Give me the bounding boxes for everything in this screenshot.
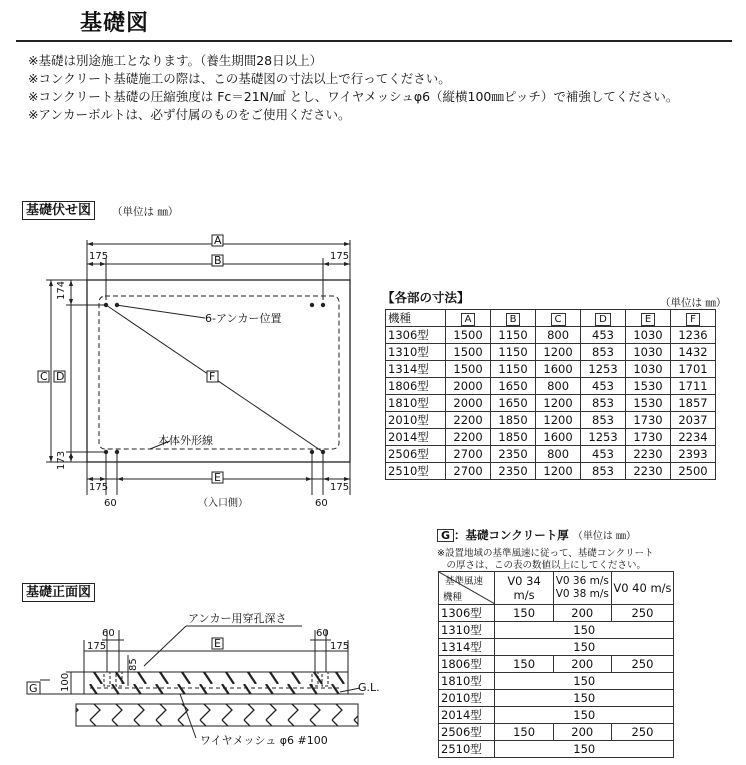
dims-value-cell: 2500: [671, 463, 716, 480]
label-e: E: [214, 471, 221, 484]
dims-value-cell: 453: [581, 446, 626, 463]
dims-value-cell: 1030: [626, 327, 671, 344]
dims-value-cell: 1030: [626, 361, 671, 378]
front-dim-85: 85: [128, 658, 139, 671]
dims-value-cell: 1600: [536, 361, 581, 378]
dims-value-cell: 2350: [491, 463, 536, 480]
label-f: F: [209, 370, 216, 383]
dims-value-cell: 1530: [626, 395, 671, 412]
dims-value-cell: 1500: [446, 327, 491, 344]
g-value-cell: 150: [495, 605, 553, 622]
note-4: ※アンカーボルトは、必ず付属のものをご使用ください。: [28, 107, 351, 122]
dims-value-cell: 1850: [491, 412, 536, 429]
dims-value-cell: 2000: [446, 378, 491, 395]
dims-value-cell: 2200: [446, 412, 491, 429]
dims-value-cell: 1236: [671, 327, 716, 344]
g-model-cell: 1810型: [439, 673, 495, 690]
dims-value-cell: 1650: [491, 395, 536, 412]
dims-value-cell: 800: [536, 378, 581, 395]
g-value-cell: 150: [495, 673, 674, 690]
dims-value-cell: 1711: [671, 378, 716, 395]
g-note-2: の厚さは、この表の数値以上にしてください。: [437, 560, 647, 571]
dims-value-cell: 1200: [536, 395, 581, 412]
g-value-cell: 250: [611, 656, 673, 673]
dims-header-a: A: [461, 313, 476, 326]
dims-table-title: 【各部の寸法】: [382, 290, 470, 305]
dims-value-cell: 1200: [536, 412, 581, 429]
dims-table-unit: （単位は ㎜）: [660, 297, 727, 309]
note-1: ※基礎は別途施工となります。（養生期間28日以上）: [28, 53, 323, 68]
dims-header-e: E: [641, 313, 655, 326]
entrance-label: （入口側）: [198, 498, 248, 509]
dims-value-cell: 2200: [446, 429, 491, 446]
dims-value-cell: 1200: [536, 463, 581, 480]
plan-title: 基礎伏せ図: [22, 201, 95, 220]
dims-model-cell: 1314型: [386, 361, 446, 378]
dims-value-cell: 2700: [446, 446, 491, 463]
dims-value-cell: 853: [581, 412, 626, 429]
note-2: ※コンクリート基礎施工の際は、この基礎図の寸法以上で行ってください。: [28, 71, 451, 86]
anchor-position-label: 6-アンカー位置: [205, 312, 282, 325]
g-model-cell: 1806型: [439, 656, 495, 673]
label-d: D: [56, 370, 65, 383]
dims-value-cell: 1500: [446, 344, 491, 361]
g-model-cell: 1310型: [439, 622, 495, 639]
front-dim-60-right: 60: [316, 628, 329, 639]
dims-value-cell: 800: [536, 446, 581, 463]
front-label-e: E: [214, 637, 221, 650]
dims-value-cell: 1730: [626, 429, 671, 446]
dims-value-cell: 2393: [671, 446, 716, 463]
dims-value-cell: 453: [581, 327, 626, 344]
dims-value-cell: 1200: [536, 344, 581, 361]
g-model-cell: 1306型: [439, 605, 495, 622]
g-value-cell: 150: [495, 724, 553, 741]
dims-value-cell: 853: [581, 344, 626, 361]
label-a: A: [214, 234, 222, 247]
dim-175-right: 175: [330, 251, 350, 262]
dims-value-cell: 1150: [491, 344, 536, 361]
gl-label: G.L.: [358, 681, 380, 694]
front-dim-175-left: 175: [87, 641, 107, 652]
dim-175-bottom-left: 175: [89, 482, 109, 493]
dim-60-right: 60: [315, 498, 328, 509]
note-3: ※コンクリート基礎の圧縮強度は Fc＝21N/㎟ とし、ワイヤメッシュφ6（縦横100㎜ピッチ）で補強してください。: [28, 89, 679, 104]
dims-value-cell: 1500: [446, 361, 491, 378]
g-model-cell: 1314型: [439, 639, 495, 656]
label-c: C: [40, 370, 48, 383]
front-dim-60-left: 60: [102, 628, 115, 639]
dims-value-cell: 853: [581, 395, 626, 412]
dims-value-cell: 2700: [446, 463, 491, 480]
dims-header-f: F: [686, 313, 700, 326]
dims-model-cell: 2010型: [386, 412, 446, 429]
g-col-36: V0 36 m/s: [555, 575, 609, 587]
dims-value-cell: 2234: [671, 429, 716, 446]
dims-model-cell: 2510型: [386, 463, 446, 480]
g-note-1: ※設置地域の基準風速に従って、基礎コンクリート: [437, 548, 654, 559]
dims-value-cell: 853: [581, 463, 626, 480]
dim-175-left: 175: [89, 251, 109, 262]
dims-model-cell: 1310型: [386, 344, 446, 361]
dims-value-cell: 1850: [491, 429, 536, 446]
g-model-cell: 2510型: [439, 741, 495, 758]
dim-175-bottom-right: 175: [330, 482, 350, 493]
dims-value-cell: 1253: [581, 361, 626, 378]
g-value-cell: 200: [553, 724, 611, 741]
dims-header-c: C: [551, 313, 566, 326]
dims-model-cell: 1806型: [386, 378, 446, 395]
dims-value-cell: 1701: [671, 361, 716, 378]
dims-value-cell: 1150: [491, 327, 536, 344]
dims-value-cell: 1432: [671, 344, 716, 361]
front-label-g: G: [29, 682, 38, 695]
dims-value-cell: 1530: [626, 378, 671, 395]
dims-header-model: 機種: [386, 310, 446, 327]
g-header-model: 機種: [443, 592, 463, 603]
dims-value-cell: 453: [581, 378, 626, 395]
page-title: 基礎図: [80, 11, 150, 36]
g-value-cell: 200: [553, 656, 611, 673]
dims-value-cell: 2230: [626, 446, 671, 463]
g-label: G: [437, 529, 454, 542]
g-unit: （単位は ㎜）: [572, 531, 637, 542]
dims-header-d: D: [595, 313, 611, 326]
dims-value-cell: 1857: [671, 395, 716, 412]
dims-model-cell: 1306型: [386, 327, 446, 344]
g-model-cell: 2010型: [439, 690, 495, 707]
g-value-cell: 150: [495, 741, 674, 758]
label-b: B: [214, 254, 222, 267]
dims-value-cell: 1030: [626, 344, 671, 361]
ground-section: [76, 704, 358, 726]
g-model-cell: 2014型: [439, 707, 495, 724]
g-col-34: V0 34 m/s: [495, 572, 553, 605]
dims-value-cell: 1253: [581, 429, 626, 446]
dims-value-cell: 2037: [671, 412, 716, 429]
dim-174: 174: [56, 280, 67, 300]
g-value-cell: 150: [495, 656, 553, 673]
dims-value-cell: 1600: [536, 429, 581, 446]
g-model-cell: 2506型: [439, 724, 495, 741]
dims-model-cell: 2506型: [386, 446, 446, 463]
g-value-cell: 150: [495, 639, 674, 656]
dims-value-cell: 2350: [491, 446, 536, 463]
g-value-cell: 200: [553, 605, 611, 622]
g-col-40: V0 40 m/s: [611, 572, 673, 605]
body-outline-label: 本体外形線: [158, 434, 213, 447]
dims-value-cell: 1730: [626, 412, 671, 429]
dims-model-cell: 2014型: [386, 429, 446, 446]
dim-173: 173: [56, 450, 67, 470]
g-col-38: V0 38 m/s: [555, 588, 609, 600]
dims-value-cell: 800: [536, 327, 581, 344]
anchor-depth-label: アンカー用穿孔深さ: [188, 612, 287, 625]
g-value-cell: 250: [611, 605, 673, 622]
dims-value-cell: 1650: [491, 378, 536, 395]
dims-value-cell: 2000: [446, 395, 491, 412]
dims-model-cell: 1810型: [386, 395, 446, 412]
g-value-cell: 250: [611, 724, 673, 741]
dim-60-left: 60: [104, 498, 117, 509]
g-value-cell: 150: [495, 690, 674, 707]
plan-unit: （単位は ㎜）: [112, 206, 179, 218]
front-title: 基礎正面図: [22, 583, 95, 602]
concrete-block: [84, 672, 348, 694]
dims-value-cell: 1150: [491, 361, 536, 378]
g-value-cell: 150: [495, 622, 674, 639]
dims-value-cell: 2230: [626, 463, 671, 480]
g-title: ：基礎コンクリート厚: [454, 528, 569, 542]
g-value-cell: 150: [495, 707, 674, 724]
wire-mesh-label: ワイヤメッシュ φ6 #100: [200, 734, 328, 747]
dims-header-b: B: [506, 313, 521, 326]
front-dim-100: 100: [60, 672, 71, 692]
front-dim-175-right: 175: [330, 641, 350, 652]
g-header-wind: 基準風速: [445, 576, 484, 587]
